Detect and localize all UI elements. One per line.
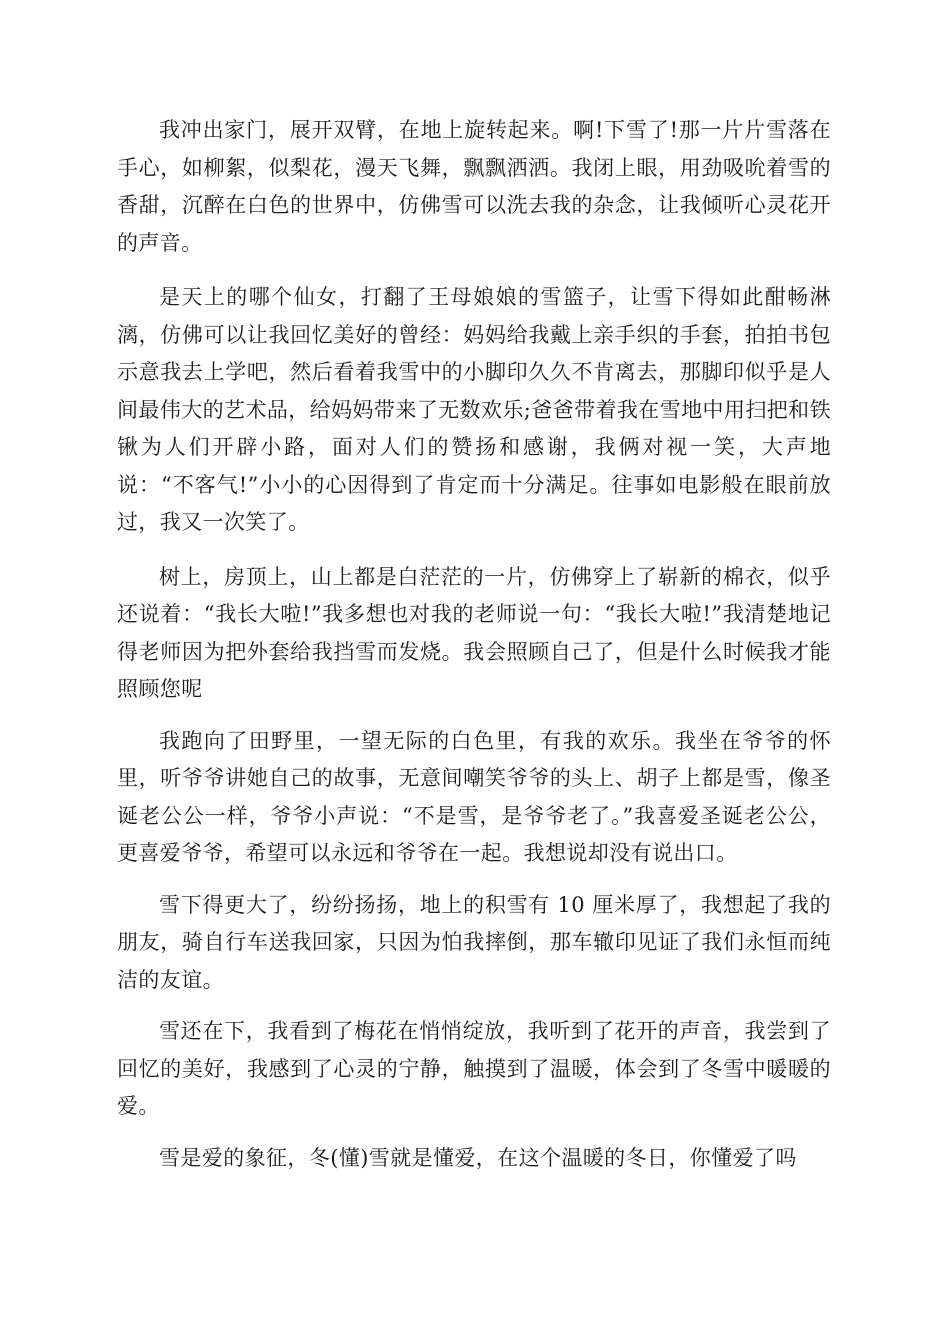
- paragraph-1: 我冲出家门，展开双臂，在地上旋转起来。啊!下雪了!那一片片雪落在手心，如柳絮，似梨花，漫天飞舞，飘飘洒洒。我闭上眼，用劲吸吮着雪的香甜，沉醉在白色的世界中，仿佛雪可以洗去我的杂念，让我倾听心灵花开的声音。: [117, 118, 831, 255]
- paragraph-4: 我跑向了田野里，一望无际的白色里，有我的欢乐。我坐在爷爷的怀里，听爷爷讲她自己的故事，无意间嘲笑爷爷的头上、胡子上都是雪，像圣诞老公公一样，爷爷小声说：“不是雪，是爷爷老了。”我喜爱圣诞老公公，更喜爱爷爷，希望可以永远和爷爷在一起。我想说却没有说出口。: [117, 728, 831, 865]
- paragraph-3: 树上，房顶上，山上都是白茫茫的一片，仿佛穿上了崭新的棉衣，似乎还说着：“我长大啦!”我多想也对我的老师说一句：“我长大啦!”我清楚地记得老师因为把外套给我挡雪而发烧。我会照顾自己了，但是什么时候我才能照顾您呢: [117, 564, 831, 701]
- paragraph-7: 雪是爱的象征，冬(懂)雪就是懂爱，在这个温暖的冬日，你懂爱了吗: [159, 1145, 797, 1170]
- paragraph-6: 雪还在下，我看到了梅花在悄悄绽放，我听到了花开的声音，我尝到了回忆的美好，我感到了心灵的宁静，触摸到了温暖，体会到了冬雪中暖暖的爱。: [117, 1019, 831, 1118]
- paragraph-2: 是天上的哪个仙女，打翻了王母娘娘的雪篮子，让雪下得如此酣畅淋漓，仿佛可以让我回忆美好的曾经：妈妈给我戴上亲手织的手套，拍拍书包示意我去上学吧，然后看着我雪中的小脚印久久不肯离去，那脚印似乎是人间最伟大的艺术品，给妈妈带来了无数欢乐;爸爸带着我在雪地中用扫把和铁锹为人们开辟小路，面对人们的赞扬和感谢，我俩对视一笑，大声地说：“不客气!”小小的心因得到了肯定而十分满足。往事如电影般在眼前放过，我又一次笑了。: [117, 285, 831, 534]
- paragraph-5: 雪下得更大了，纷纷扬扬，地上的积雪有 10 厘米厚了，我想起了我的朋友，骑自行车送我回家，只因为怕我摔倒，那车辙印见证了我们永恒而纯洁的友谊。: [117, 892, 831, 992]
- document-page: [117, 112, 831, 1177]
